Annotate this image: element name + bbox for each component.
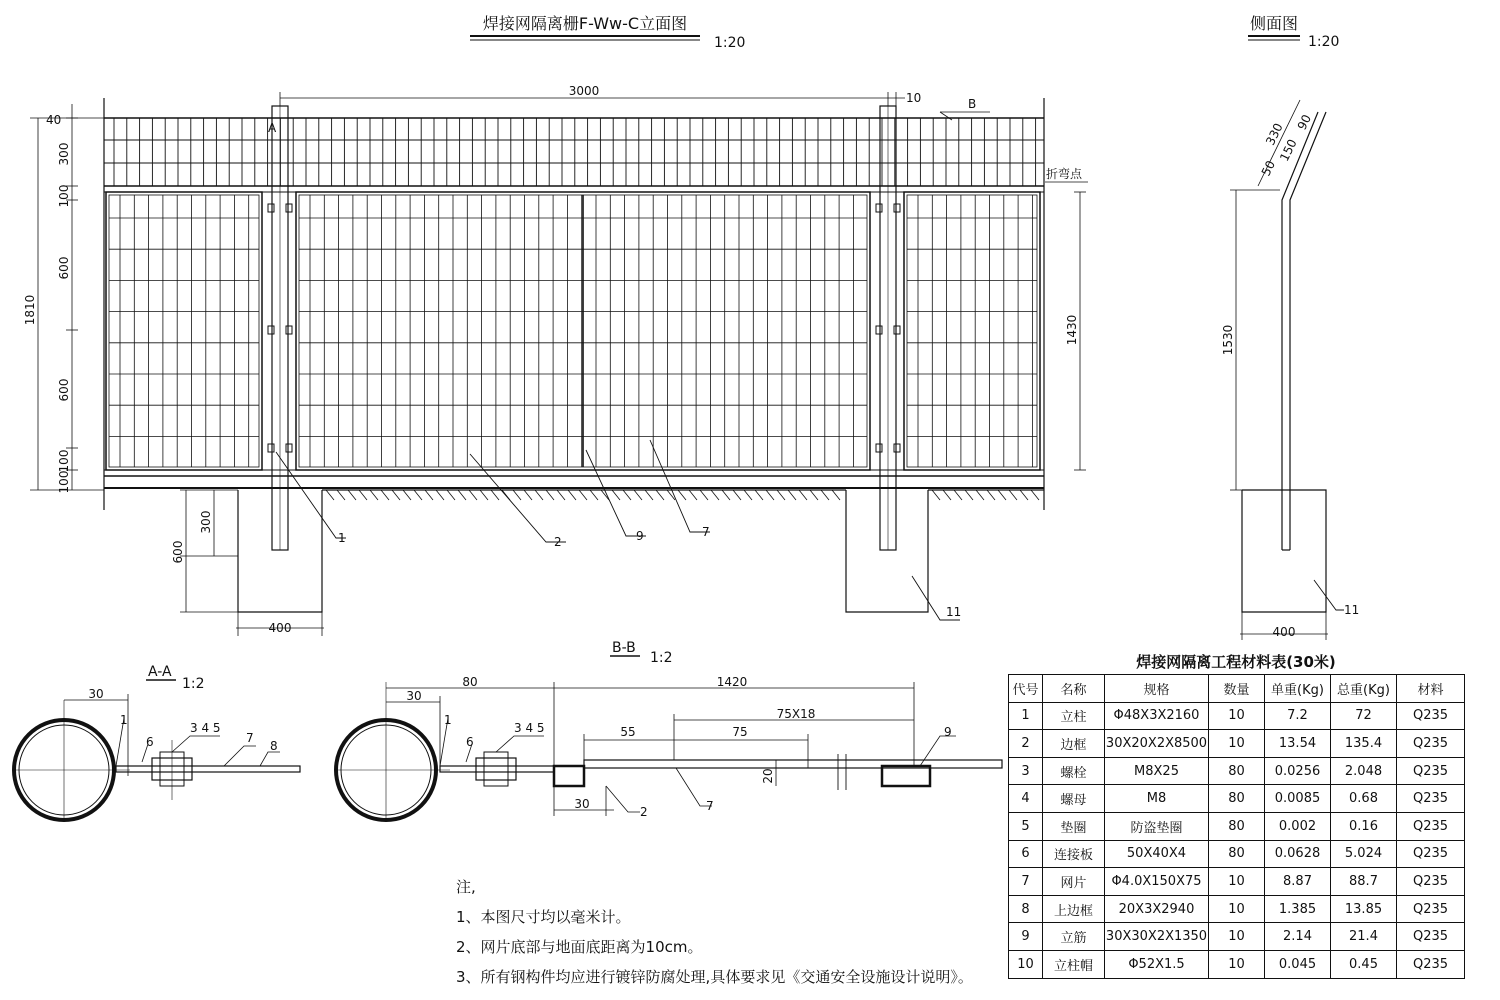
cell-material: Q235 — [1397, 895, 1465, 923]
note-2: 2、网片底部与地面底距离为10cm。 — [456, 938, 703, 956]
callout-1: 1 — [338, 531, 346, 545]
callout-9: 9 — [636, 529, 644, 543]
table-row — [1009, 702, 1465, 730]
col-unit-weight: 单重(Kg) — [1265, 675, 1331, 703]
bb-dim-30-bottom: 30 — [574, 797, 590, 811]
cell-name: 立柱帽 — [1043, 950, 1105, 978]
dim-100-top: 100 — [57, 184, 71, 208]
section-bb-scale: 1:2 — [650, 650, 673, 666]
side-dim-150: 150 — [1277, 136, 1300, 164]
bb-dim-75: 75 — [732, 725, 748, 739]
found-300-dim: 300 — [199, 510, 213, 534]
cell-unit-weight: 8.87 — [1265, 868, 1331, 896]
section-bb-title: B-B — [612, 640, 636, 656]
side-view — [1230, 100, 1344, 640]
cell-total-weight: 5.024 — [1331, 840, 1397, 868]
cell-qty: 80 — [1209, 840, 1265, 868]
cell-qty: 80 — [1209, 812, 1265, 840]
notes — [456, 872, 996, 992]
bb-callout-2: 2 — [640, 805, 648, 819]
bend-point-label: 折弯点 — [1046, 167, 1083, 181]
side-callout-11: 11 — [1344, 603, 1360, 617]
aa-callout-1: 1 — [120, 713, 128, 727]
label-b: B — [968, 97, 977, 111]
cell-unit-weight: 7.2 — [1265, 702, 1331, 730]
notes-heading: 注, — [456, 878, 476, 896]
cell-total-weight: 13.85 — [1331, 895, 1397, 923]
cell-name: 边框 — [1043, 730, 1105, 758]
cell-spec: Φ48X3X2160 — [1105, 702, 1209, 730]
col-qty: 数量 — [1209, 675, 1265, 703]
side-dim-90: 90 — [1294, 112, 1315, 133]
cell-code: 7 — [1009, 868, 1043, 896]
cell-spec: 50X40X4 — [1105, 840, 1209, 868]
side-title: 侧面图 — [1249, 14, 1299, 33]
cell-qty: 10 — [1209, 868, 1265, 896]
cell-code: 6 — [1009, 840, 1043, 868]
cell-spec: M8 — [1105, 785, 1209, 813]
cell-spec: 30X20X2X8500 — [1105, 730, 1209, 758]
side-dim-330: 330 — [1263, 120, 1286, 148]
elevation-title: 焊接网隔离栅F-Ww-C立面图 — [482, 14, 688, 33]
bb-dim-30: 30 — [406, 689, 422, 703]
cell-unit-weight: 0.0085 — [1265, 785, 1331, 813]
cell-code: 4 — [1009, 785, 1043, 813]
cell-total-weight: 0.16 — [1331, 812, 1397, 840]
cell-qty: 80 — [1209, 757, 1265, 785]
cell-spec: Φ4.0X150X75 — [1105, 868, 1209, 896]
side-dim-50: 50 — [1258, 158, 1279, 179]
table-row — [1009, 730, 1465, 758]
cell-name: 垫圈 — [1043, 812, 1105, 840]
table-row — [1009, 950, 1465, 978]
cell-name: 螺母 — [1043, 785, 1105, 813]
cell-material: Q235 — [1397, 702, 1465, 730]
cell-name: 立筋 — [1043, 923, 1105, 951]
cell-total-weight: 2.048 — [1331, 757, 1397, 785]
bb-dim-80: 80 — [462, 675, 478, 689]
cell-material: Q235 — [1397, 868, 1465, 896]
cell-code: 2 — [1009, 730, 1043, 758]
cell-spec: M8X25 — [1105, 757, 1209, 785]
table-header-row — [1009, 675, 1465, 703]
dim-40: 40 — [46, 113, 62, 127]
cell-qty: 80 — [1209, 785, 1265, 813]
fence-elevation — [104, 98, 1044, 550]
aa-callout-7: 7 — [246, 731, 254, 745]
cell-material: Q235 — [1397, 923, 1465, 951]
cell-total-weight: 135.4 — [1331, 730, 1397, 758]
dim-100-b: 100 — [57, 449, 71, 473]
panel-height-dim: 1430 — [1065, 314, 1079, 346]
cell-code: 1 — [1009, 702, 1043, 730]
material-table-title: 焊接网隔离工程材料表(30米) — [1136, 653, 1336, 671]
cell-name: 连接板 — [1043, 840, 1105, 868]
found-width-dim: 400 — [268, 621, 292, 635]
cell-spec: 防盗垫圈 — [1105, 812, 1209, 840]
col-material: 材料 — [1397, 675, 1465, 703]
bb-callout-6: 6 — [466, 735, 474, 749]
cell-material: Q235 — [1397, 730, 1465, 758]
cell-unit-weight: 0.0628 — [1265, 840, 1331, 868]
note-3: 3、所有钢构件均应进行镀锌防腐处理,具体要求见《交通安全设施设计说明》。 — [456, 968, 973, 986]
cell-unit-weight: 1.385 — [1265, 895, 1331, 923]
bb-dim-1420: 1420 — [716, 675, 748, 689]
cell-total-weight: 72 — [1331, 702, 1397, 730]
section-aa-title: A-A — [148, 664, 172, 680]
aa-callout-345: 3 4 5 — [190, 721, 221, 735]
cell-unit-weight: 0.0256 — [1265, 757, 1331, 785]
side-dim-1530: 1530 — [1221, 324, 1235, 356]
section-aa — [14, 694, 300, 820]
bb-dim-75x18: 75X18 — [776, 707, 816, 721]
col-total-weight: 总重(Kg) — [1331, 675, 1397, 703]
cell-material: Q235 — [1397, 757, 1465, 785]
dim-300: 300 — [57, 142, 71, 166]
ground-hatch — [322, 490, 1044, 500]
cell-unit-weight: 13.54 — [1265, 730, 1331, 758]
cell-total-weight: 0.68 — [1331, 785, 1397, 813]
side-dim-400: 400 — [1272, 625, 1296, 639]
total-height-dim: 1810 — [23, 294, 37, 326]
section-aa-scale: 1:2 — [182, 676, 205, 692]
bb-callout-9: 9 — [944, 725, 952, 739]
label-a: A — [268, 121, 277, 135]
cell-qty: 10 — [1209, 895, 1265, 923]
section-bb — [336, 682, 1002, 820]
table-row — [1009, 840, 1465, 868]
aa-dim-30: 30 — [88, 687, 104, 701]
aa-callout-6: 6 — [146, 735, 154, 749]
cell-name: 立柱 — [1043, 702, 1105, 730]
cell-code: 3 — [1009, 757, 1043, 785]
cell-material: Q235 — [1397, 840, 1465, 868]
cell-unit-weight: 0.045 — [1265, 950, 1331, 978]
cell-spec: Φ52X1.5 — [1105, 950, 1209, 978]
cell-name: 上边框 — [1043, 895, 1105, 923]
bb-callout-1: 1 — [444, 713, 452, 727]
material-table — [1008, 650, 1464, 979]
table-row — [1009, 812, 1465, 840]
cell-spec: 30X30X2X1350 — [1105, 923, 1209, 951]
bb-dim-20: 20 — [761, 768, 775, 784]
span-dim: 3000 — [568, 84, 600, 98]
foundations — [236, 490, 928, 636]
table-row — [1009, 923, 1465, 951]
cell-code: 5 — [1009, 812, 1043, 840]
cell-total-weight: 88.7 — [1331, 868, 1397, 896]
elevation-scale: 1:20 — [714, 35, 746, 51]
cell-code: 8 — [1009, 895, 1043, 923]
table-row — [1009, 895, 1465, 923]
bb-callout-345: 3 4 5 — [514, 721, 545, 735]
cell-qty: 10 — [1209, 923, 1265, 951]
cell-unit-weight: 2.14 — [1265, 923, 1331, 951]
cell-code: 10 — [1009, 950, 1043, 978]
dim-600-a: 600 — [57, 256, 71, 280]
callout-11: 11 — [946, 605, 962, 619]
bb-dim-55: 55 — [620, 725, 636, 739]
aa-callout-8: 8 — [270, 739, 278, 753]
cell-code: 9 — [1009, 923, 1043, 951]
col-code: 代号 — [1009, 675, 1043, 703]
cell-name: 网片 — [1043, 868, 1105, 896]
cell-unit-weight: 0.002 — [1265, 812, 1331, 840]
table-row — [1009, 785, 1465, 813]
cell-material: Q235 — [1397, 812, 1465, 840]
callout-7: 7 — [702, 525, 710, 539]
col-spec: 规格 — [1105, 675, 1209, 703]
note-1: 1、本图尺寸均以毫米计。 — [456, 908, 631, 926]
cell-total-weight: 21.4 — [1331, 923, 1397, 951]
dim-600-b: 600 — [57, 378, 71, 402]
cell-qty: 10 — [1209, 950, 1265, 978]
col-name: 名称 — [1043, 675, 1105, 703]
bb-callout-7: 7 — [706, 799, 714, 813]
callout-2: 2 — [554, 535, 562, 549]
cell-qty: 10 — [1209, 730, 1265, 758]
cell-qty: 10 — [1209, 702, 1265, 730]
side-scale: 1:20 — [1308, 34, 1340, 50]
table-row — [1009, 757, 1465, 785]
found-600-dim: 600 — [171, 540, 185, 564]
dim-100-c: 100 — [57, 470, 71, 494]
post-gap-dim: 10 — [906, 91, 922, 105]
cell-material: Q235 — [1397, 785, 1465, 813]
cell-name: 螺栓 — [1043, 757, 1105, 785]
cell-spec: 20X3X2940 — [1105, 895, 1209, 923]
cell-material: Q235 — [1397, 950, 1465, 978]
table-row — [1009, 868, 1465, 896]
cell-total-weight: 0.45 — [1331, 950, 1397, 978]
